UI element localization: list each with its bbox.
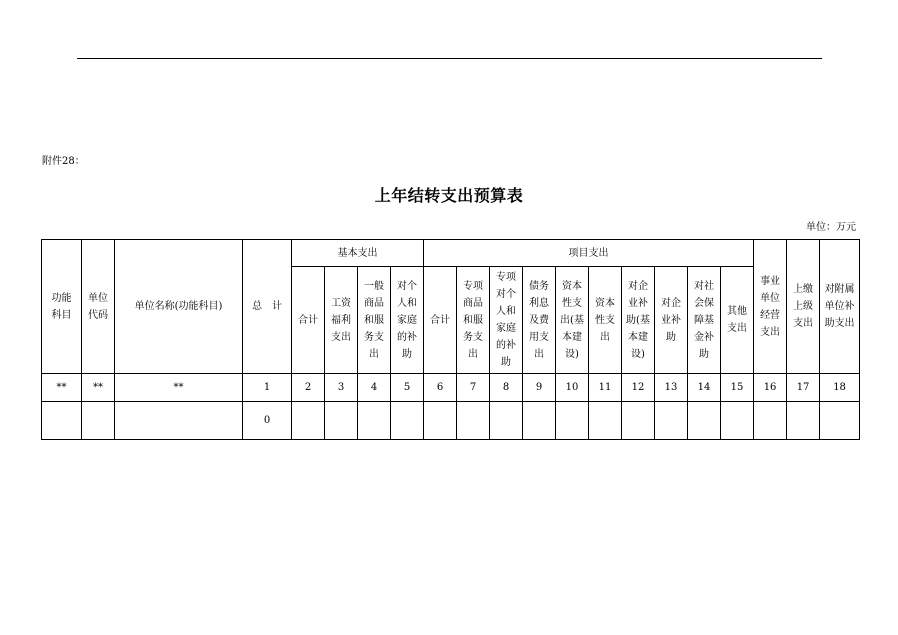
table-cell: 10 [556,374,589,402]
top-rule [77,58,822,59]
table-cell [589,402,622,440]
table-row-data [42,402,860,440]
table-cell: 8 [490,374,523,402]
header-func-subject: 功能科目 [42,240,82,374]
table-cell [42,402,82,440]
unit-label: 单位：万元 [806,222,856,233]
budget-table [41,239,860,440]
header-business-ops: 事业单位经营支出 [754,240,787,374]
table-cell: 4 [358,374,391,402]
table-cell [457,402,490,440]
header-project-col: 对社会保障基金补助 [688,267,721,374]
header-project-col: 债务利息及费用支出 [523,267,556,374]
table-cell: 0 [243,402,292,440]
table-cell: ** [42,374,82,402]
table-cell [721,402,754,440]
table-cell: 17 [787,374,820,402]
table-cell [622,402,655,440]
table-cell [655,402,688,440]
table-cell: 13 [655,374,688,402]
table-cell: 14 [688,374,721,402]
table-row-codes [42,374,860,402]
table-cell [688,402,721,440]
table-cell: 18 [820,374,860,402]
table-cell: 16 [754,374,787,402]
header-project-col: 其他支出 [721,267,754,374]
page-title: 上年结转支出预算表 [374,186,524,205]
table-cell [115,402,243,440]
header-basic-col: 一般商品和服务支出 [358,267,391,374]
table-cell: 5 [391,374,424,402]
table-cell: 11 [589,374,622,402]
table-cell [292,402,325,440]
table-cell [523,402,556,440]
header-project-col: 资本性支出(基本建设) [556,267,589,374]
header-unit-name: 单位名称(功能科目) [115,240,243,374]
table-cell [556,402,589,440]
table-cell: 9 [523,374,556,402]
table-cell: 2 [292,374,325,402]
attachment-label: 附件28： [42,156,85,167]
table-cell: 12 [622,374,655,402]
header-project-col: 对企业补助 [655,267,688,374]
header-higher-level: 上缴上级支出 [787,240,820,374]
table-cell [820,402,860,440]
table-cell: ** [82,374,115,402]
header-project-col: 资本性支出 [589,267,622,374]
table-cell [325,402,358,440]
table-cell [754,402,787,440]
table-cell: 1 [243,374,292,402]
table-cell: 3 [325,374,358,402]
table-cell [490,402,523,440]
table-cell: 7 [457,374,490,402]
header-basic-col: 合计 [292,267,325,374]
header-project-col: 合计 [424,267,457,374]
header-basic-col: 对个人和家庭的补助 [391,267,424,374]
table-cell [358,402,391,440]
header-unit-code: 单位代码 [82,240,115,374]
header-project-col: 对企业补助(基本建设) [622,267,655,374]
header-basic-col: 工资福利支出 [325,267,358,374]
table-cell [424,402,457,440]
table-cell [391,402,424,440]
table-cell: 15 [721,374,754,402]
header-project-group: 项目支出 [424,240,754,267]
table-cell [787,402,820,440]
header-basic-group: 基本支出 [292,240,424,267]
table-cell: ** [115,374,243,402]
header-subsidiary: 对附属单位补助支出 [820,240,860,374]
header-total: 总 计 [243,240,292,374]
table-cell: 6 [424,374,457,402]
header-project-col: 专项对个人和家庭的补助 [490,267,523,374]
table-cell [82,402,115,440]
header-project-col: 专项商品和服务支出 [457,267,490,374]
